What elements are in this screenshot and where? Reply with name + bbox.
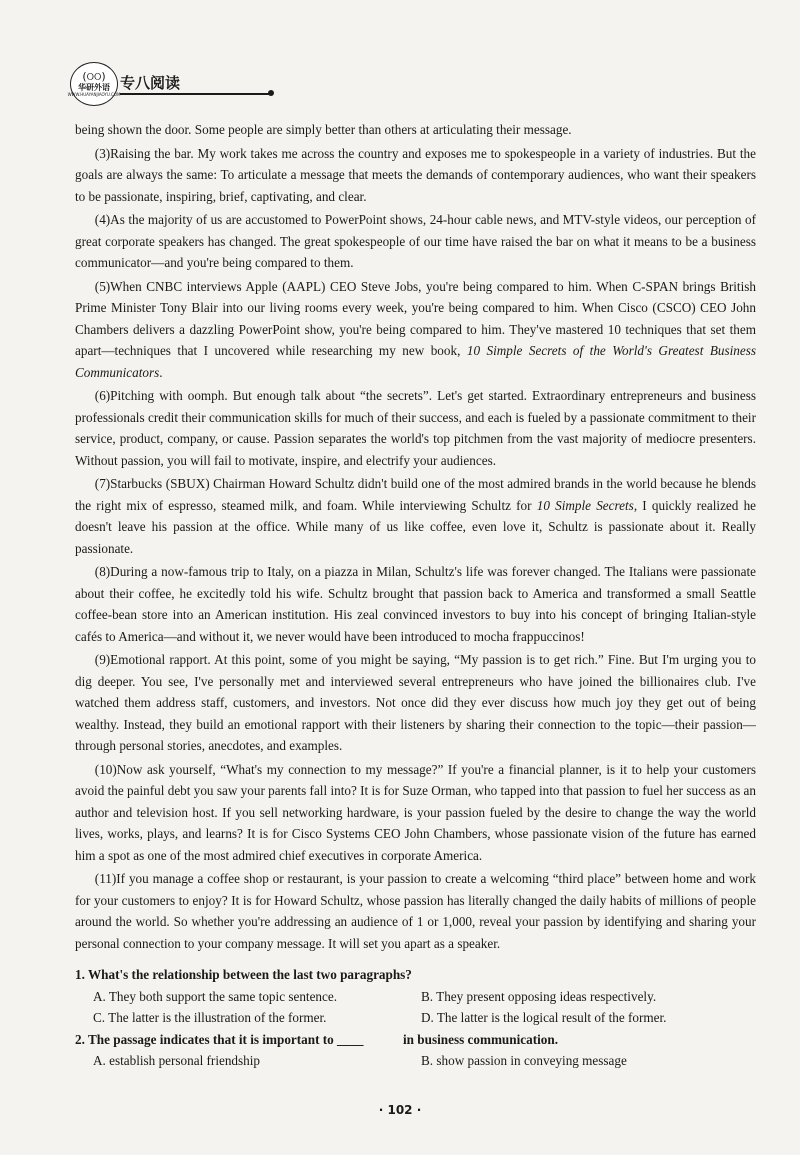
paragraph-5-text: (5)When CNBC interviews Apple (AAPL) CEO Steve Jobs, you're being compared to him. When C-SPAN brings British Prime Minister Tony Blair into our living rooms every week, you're being compared to him. When Cisco (CSCO) CEO John Chambers delivers a dazzling PowerPoint show, you're being compared to him. They've mastered 10 techniques that set them apart—techniques that I uncovered while researching my new book, (75, 278, 756, 358)
q1-option-c: C. The latter is the illustration of the former. (93, 1010, 327, 1025)
q1-option-a: A. They both support the same topic sentence. (93, 988, 338, 1004)
q2-stem-right: in business communication. (403, 1031, 558, 1047)
header-rule (120, 93, 270, 95)
q2-stem-left: 2. The passage indicates that it is important to ____ (75, 1031, 364, 1047)
question-1-stem: 1. What's the relationship between the last two paragraphs? (75, 967, 412, 982)
section-title: 专八阅读 (120, 74, 181, 92)
q1-option-b: B. They present opposing ideas respectively. (421, 988, 657, 1004)
paragraph-11: (11)If you manage a coffee shop or restaurant, is your passion to create a welcoming “third place” between home and work for your customers to enjoy? It is for Howard Schultz, whose passion has literally changed the daily habits of millions of people around the world. So whether you're addressing an audience of 1 or 1,000, reveal your passion by identifying and sharing your personal connection to your company message. It will set you apart as a speaker. (75, 871, 756, 951)
question-1-options (75, 986, 756, 1029)
question-2-options (75, 1050, 756, 1072)
logo-brand: 华研外语 (78, 83, 110, 92)
paragraph-8: (8)During a now-famous trip to Italy, on a piazza in Milan, Schultz's life was forever changed. The Italians were passionate about their coffee, he excitedly told his wife. Schultz brought that passion back to America and transformed a small Seattle coffee-bean store into an American institution. His zeal convinced investors to buy into his concept of bringing Italian-style cafés to America—and without it, we never would have been introduced to mocha frappuccinos! (75, 564, 756, 644)
paragraph-3: (3)Raising the bar. My work takes me across the country and exposes me to spokespeople in a variety of industries. But the goals are always the same: To articulate a message that meets the demands of contemporary audiences, who want their speakers to be passionate, inspiring, brief, captivating, and clear. (75, 145, 756, 204)
logo-brand-en: WWW.HUAYANJIAOYU.COM (67, 92, 121, 97)
paragraph-0: being shown the door. Some people are simply better than others at articulating their message. (75, 122, 572, 137)
article-body (75, 119, 756, 1072)
paragraph-9: (9)Emotional rapport. At this point, some of you might be saying, “My passion is to get rich.” Fine. But I'm urging you to dig deeper. You see, I've personally met and interviewed several entrepreneurs who have joined the billionaires club. I've watched them address staff, customers, and investors. Not once did they ever discuss how much joy they get out of being wealthy. Instead, they build an emotional rapport with their listeners by sharing their connection to the topic—their passion—through personal stories, anecdotes, and examples. (75, 652, 756, 753)
page-header (67, 62, 210, 104)
book-title: 10 Simple Secrets of the World's Greatest Business Communicators (75, 343, 756, 380)
paragraph-6: (6)Pitching with oomph. But enough talk about “the secrets”. Let's get started. Extraordinary entrepreneurs and business professionals credit their communication skills for much of their success, and each is fueled by a passionate commitment to their service, product, company, or cause. Passion separates the world's top pitchmen from the vast majority of mediocre presenters. Without passion, you will fail to motivate, inspire, and electrify your audiences. (75, 388, 756, 468)
page-number: · 102 · (378, 1103, 422, 1117)
paragraph-4: (4)As the majority of us are accustomed to PowerPoint shows, 24-hour cable news, and MTV-style videos, our perception of great corporate speakers has changed. The great spokespeople of our time have raised the bar on what it means to be a business communicator—and you're being compared to them. (75, 212, 756, 270)
paragraph-7-text: (7)Starbucks (SBUX) Chairman Howard Schultz didn't build one of the most admired brands in the world because he blends the right mix of espresso, steamed milk, and foam. While interviewing Schultz for (75, 476, 756, 513)
paragraph-5-end: . (159, 364, 163, 380)
q2-option-a: A. establish personal friendship (93, 1053, 261, 1068)
q2-option-b: B. show passion in conveying message (421, 1053, 627, 1068)
paragraph-5 (75, 276, 756, 384)
book-title-short: 10 Simple Secrets (536, 497, 634, 513)
paragraph-7 (75, 473, 756, 559)
logo-mascot-icon: (ଠଠ) (82, 70, 106, 83)
header-dot-icon (268, 90, 274, 96)
paragraph-10: (10)Now ask yourself, “What's my connection to my message?” If you're a financial planner, is it to help your customers avoid the painful debt you saw your parents fall into? It is for Suze Orman, who tapped into that passion to fuel her success as an author and television host. If you sell networking hardware, is your passion fueled by the desire to change the way the world lives, works, plays, and learns? It is for Cisco Systems CEO John Chambers, whose passionate vision of the future has earned him a spot as one of the most admired chief executives in corporate America. (75, 761, 756, 863)
q1-option-d: D. The latter is the logical result of the former. (421, 1010, 667, 1025)
question-2-stem (75, 1029, 756, 1051)
paragraph-7-end: , I quickly realized he doesn't leave his passion at the office. While many of us like coffee, even love it, Schultz is passionate about it. Really passionate. (75, 497, 757, 556)
publisher-logo (67, 62, 121, 106)
